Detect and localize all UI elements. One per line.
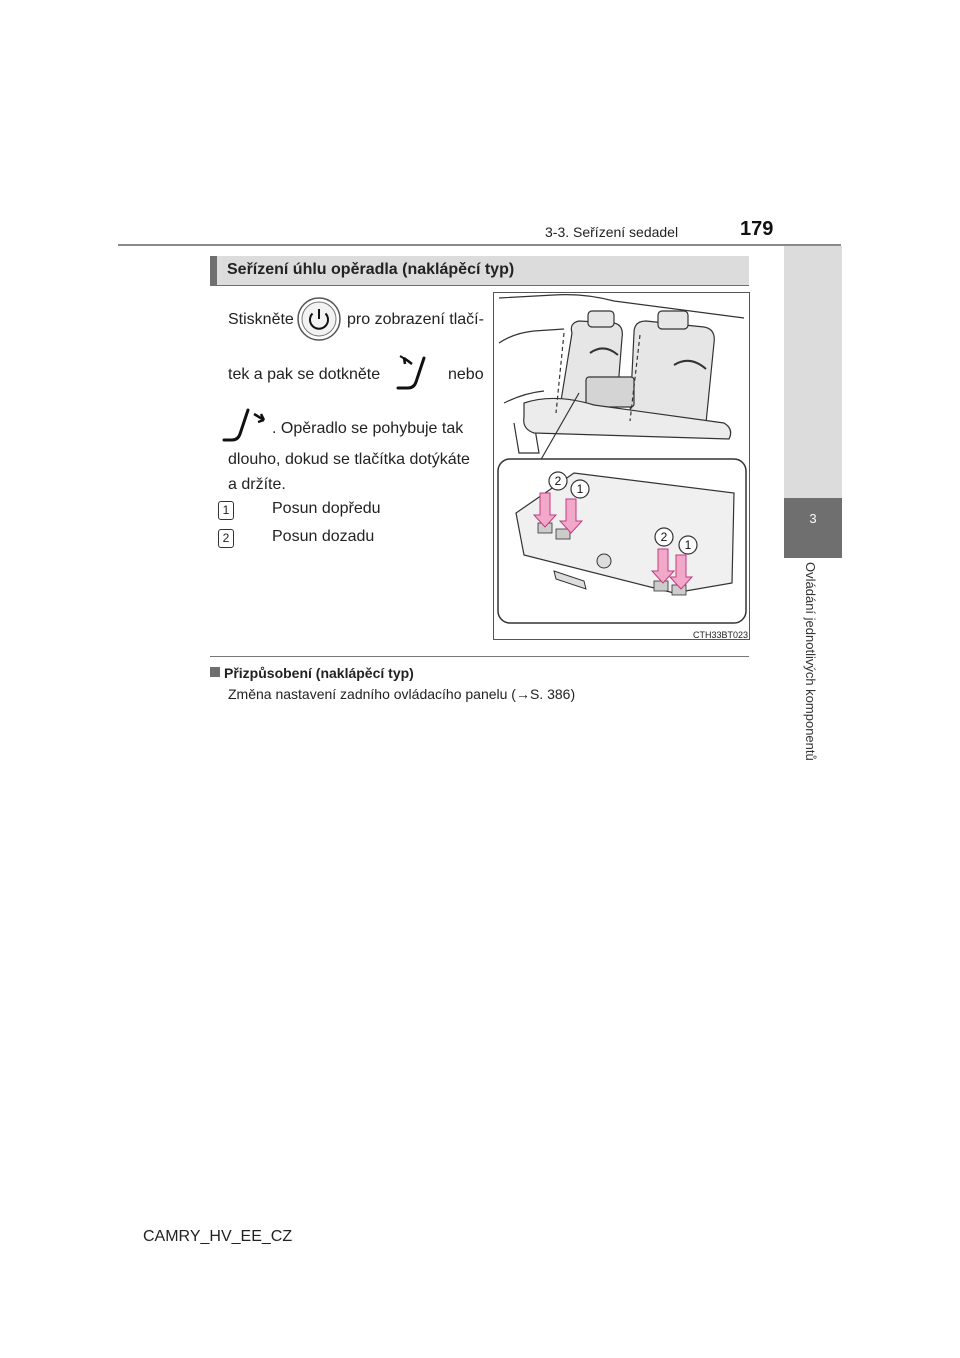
callout-number: 1 xyxy=(576,482,584,496)
section-divider xyxy=(210,656,749,657)
seat-recline-back-icon xyxy=(222,404,270,448)
power-icon xyxy=(296,296,342,342)
instruction-text: dlouho, dokud se tlačítka dotýkáte xyxy=(228,451,470,468)
callout-number: 2 xyxy=(660,530,668,544)
running-header-section: 3-3. Seřízení sedadel xyxy=(545,224,679,240)
side-tab-chapter-number: 3 xyxy=(809,511,817,526)
item-number-badge: 2 xyxy=(218,529,234,548)
footer-model-code: CAMRY_HV_EE_CZ xyxy=(143,1228,293,1245)
instruction-text: . Opěradlo se pohybuje tak xyxy=(272,420,464,437)
item-number-badge: 1 xyxy=(218,501,234,520)
side-tab-bar xyxy=(784,246,842,498)
seat-recline-forward-icon xyxy=(394,350,434,396)
callout-number: 1 xyxy=(684,538,692,552)
header-rule xyxy=(118,244,841,246)
page-number: 179 xyxy=(740,218,774,240)
side-tab-chapter-title: Ovládání jednotlivých komponentů xyxy=(803,562,818,761)
instruction-text: nebo xyxy=(448,366,484,383)
instruction-text: Stiskněte xyxy=(228,311,294,328)
callout-number: 2 xyxy=(554,474,562,488)
instruction-text: tek a pak se dotkněte xyxy=(228,366,381,383)
list-item: Posun dopředu xyxy=(272,500,381,517)
section-heading: Seřízení úhlu opěradla (naklápěcí typ) xyxy=(210,256,749,285)
side-tab-chapter-block xyxy=(784,498,842,558)
subsection-heading: Přizpůsobení (naklápěcí typ) xyxy=(224,665,414,681)
rear-seat-illustration xyxy=(493,292,750,640)
instruction-text: a držíte. xyxy=(228,476,286,493)
subsection-text: Změna nastavení zadního ovládacího panelu (→S. 386) xyxy=(228,686,576,702)
instruction-text: pro zobrazení tlačí- xyxy=(347,311,484,328)
list-item: Posun dozadu xyxy=(272,528,375,545)
section-heading-rule xyxy=(210,285,749,286)
illustration-code: CTH33BT023 xyxy=(693,630,749,640)
